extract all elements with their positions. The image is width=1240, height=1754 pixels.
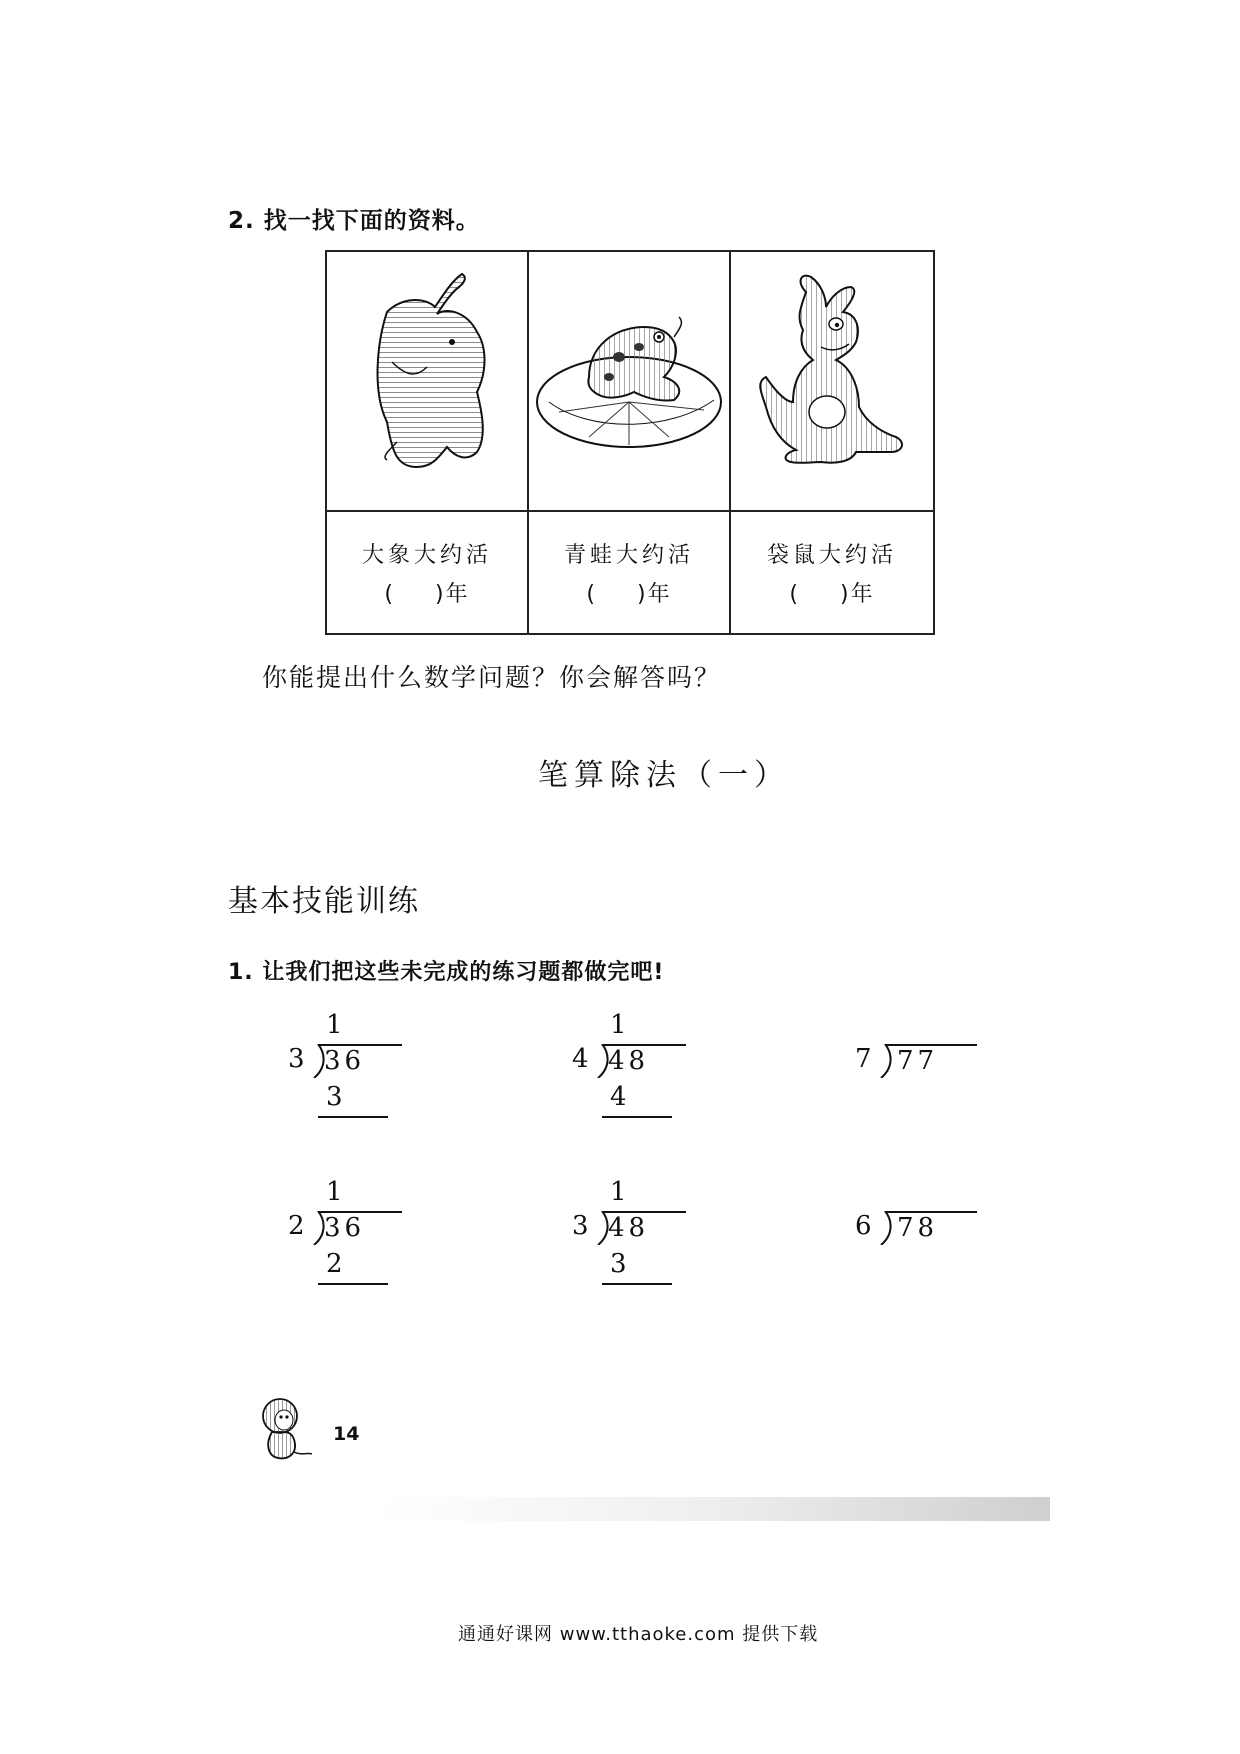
division-problem-1[interactable]: [288, 1010, 408, 1120]
math-question-prompt: 你能提出什么数学问题？你会解答吗？: [262, 663, 722, 692]
division-problem-5[interactable]: [572, 1177, 692, 1287]
footer-shade-bar: [380, 1497, 1050, 1521]
elephant-lifespan-label: 大象大约活: [361, 542, 492, 568]
dividend: 36: [324, 1213, 366, 1243]
quotient: 1: [326, 1177, 343, 1207]
exercise-1-title: 1. 让我们把这些未完成的练习题都做完吧!: [228, 960, 665, 985]
divisor: 6: [855, 1211, 872, 1241]
subsection-title: 基本技能训练: [228, 884, 420, 919]
section-title: 笔算除法（一）: [538, 758, 790, 793]
partial-product: 3: [326, 1082, 343, 1112]
kangaroo-lifespan-cell: [731, 512, 933, 633]
division-problem-3[interactable]: [855, 1010, 975, 1120]
divisor: 4: [572, 1044, 589, 1074]
elephant-lifespan-cell: [327, 512, 529, 633]
kangaroo-lifespan-blank[interactable]: ( )年: [789, 581, 875, 607]
dividend: 36: [324, 1046, 366, 1076]
kangaroo-lifespan-label: 袋鼠大约活: [766, 542, 897, 568]
frog-picture-cell: [529, 252, 731, 512]
quotient: 1: [326, 1010, 343, 1040]
division-problem-4[interactable]: [288, 1177, 408, 1287]
divisor: 2: [288, 1211, 305, 1241]
dividend: 77: [897, 1046, 939, 1076]
dividend: 78: [897, 1213, 939, 1243]
exercise-2-title: 2. 找一找下面的资料。: [228, 208, 480, 234]
animal-lifespan-table: [325, 250, 935, 635]
kangaroo-icon: [731, 252, 934, 510]
partial-product: 2: [326, 1249, 343, 1279]
elephant-icon: [327, 252, 530, 510]
monkey-mascot-icon: [250, 1394, 320, 1464]
divisor: 7: [855, 1044, 872, 1074]
frog-lifespan-label: 青蛙大约活: [563, 542, 694, 568]
quotient: 1: [610, 1010, 627, 1040]
partial-product: 3: [610, 1249, 627, 1279]
elephant-lifespan-blank[interactable]: ( )年: [384, 581, 470, 607]
divisor: 3: [572, 1211, 589, 1241]
kangaroo-picture-cell: [731, 252, 933, 512]
page-number: 14: [333, 1423, 360, 1445]
partial-product: 4: [610, 1082, 627, 1112]
division-problem-2[interactable]: [572, 1010, 692, 1120]
frog-lifespan-blank[interactable]: ( )年: [586, 581, 672, 607]
footer-credit: 通通好课网 www.tthaoke.com 提供下载: [458, 1624, 819, 1645]
frog-lifespan-cell: [529, 512, 731, 633]
division-problem-6[interactable]: [855, 1177, 975, 1287]
quotient: 1: [610, 1177, 627, 1207]
divisor: 3: [288, 1044, 305, 1074]
dividend: 48: [608, 1046, 650, 1076]
dividend: 48: [608, 1213, 650, 1243]
frog-icon: [529, 252, 732, 510]
elephant-picture-cell: [327, 252, 529, 512]
